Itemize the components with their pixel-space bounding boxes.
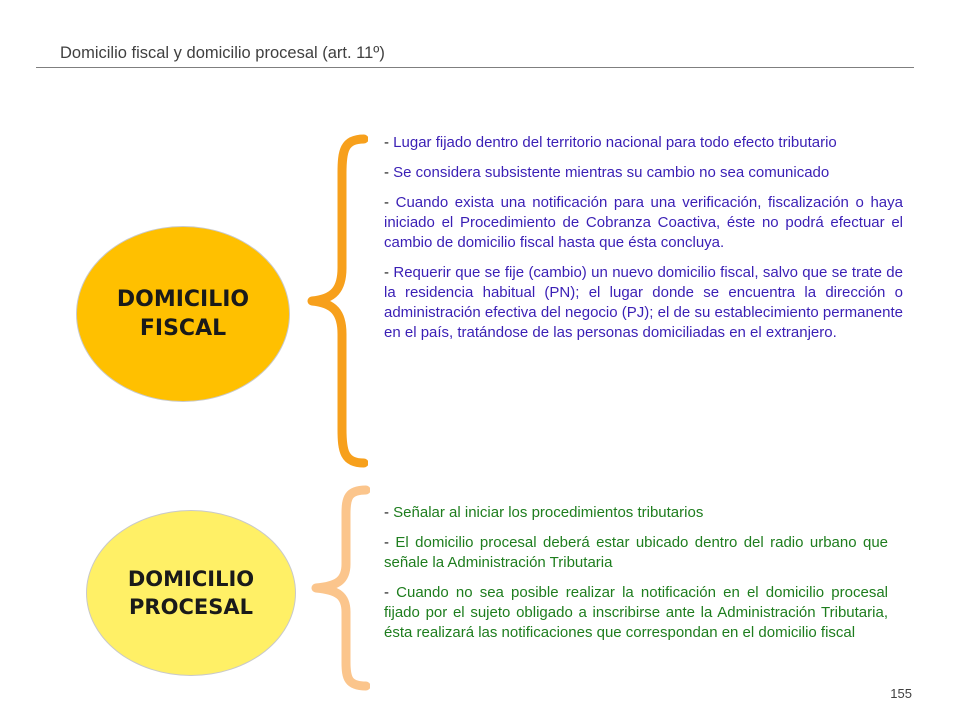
- domicilio-procesal-ellipse: [86, 510, 296, 676]
- fiscal-bullet-4: - Requerir que se fije (cambio) un nuevo domicilio fiscal, salvo que se trate de la residencia habitual (PN); el lugar donde se encuentra la dirección o administración efectiva del negocio (PJ); el de su establecimiento permanente en el país, tratándose de las personas domiciliadas en el extranjero.: [384, 264, 903, 341]
- procesal-bullet-3: - Cuando no sea posible realizar la notificación en el domicilio procesal fijado por el sujeto obligado a inscribirse ante la Administración Tributaria, ésta realizará las notificaciones que correspondan en el domicilio fiscal: [384, 584, 888, 641]
- domicilio-fiscal-label-line2: FISCAL: [139, 316, 227, 341]
- procesal-brace: [308, 484, 370, 692]
- fiscal-brace: [306, 133, 368, 469]
- page-number: 155: [890, 686, 912, 701]
- fiscal-bullet-1: - Lugar fijado dentro del territorio nacional para todo efecto tributario: [384, 134, 837, 151]
- title-divider: [36, 67, 914, 68]
- domicilio-fiscal-label-line1: DOMICILIO: [116, 287, 250, 312]
- domicilio-fiscal-ellipse: [76, 226, 290, 402]
- domicilio-procesal-bullets: [384, 503, 888, 653]
- procesal-bullet-1: - Señalar al iniciar los procedimientos tributarios: [384, 504, 704, 521]
- procesal-bullet-2: - El domicilio procesal deberá estar ubicado dentro del radio urbano que señale la Administración Tributaria: [384, 534, 889, 571]
- fiscal-bullet-3: - Cuando exista una notificación para una verificación, fiscalización o haya iniciado el Procedimiento de Cobranza Coactiva, éste no podrá efectuar el cambio de domicilio fiscal hasta que ésta concluya.: [384, 194, 903, 251]
- domicilio-fiscal-bullets: [384, 133, 903, 353]
- fiscal-bullet-2: - Se considera subsistente mientras su cambio no sea comunicado: [384, 164, 830, 181]
- domicilio-procesal-label-line2: PROCESAL: [129, 595, 253, 619]
- slide-title: Domicilio fiscal y domicilio procesal (art. 11º): [60, 44, 385, 62]
- domicilio-procesal-label-line1: DOMICILIO: [127, 567, 255, 591]
